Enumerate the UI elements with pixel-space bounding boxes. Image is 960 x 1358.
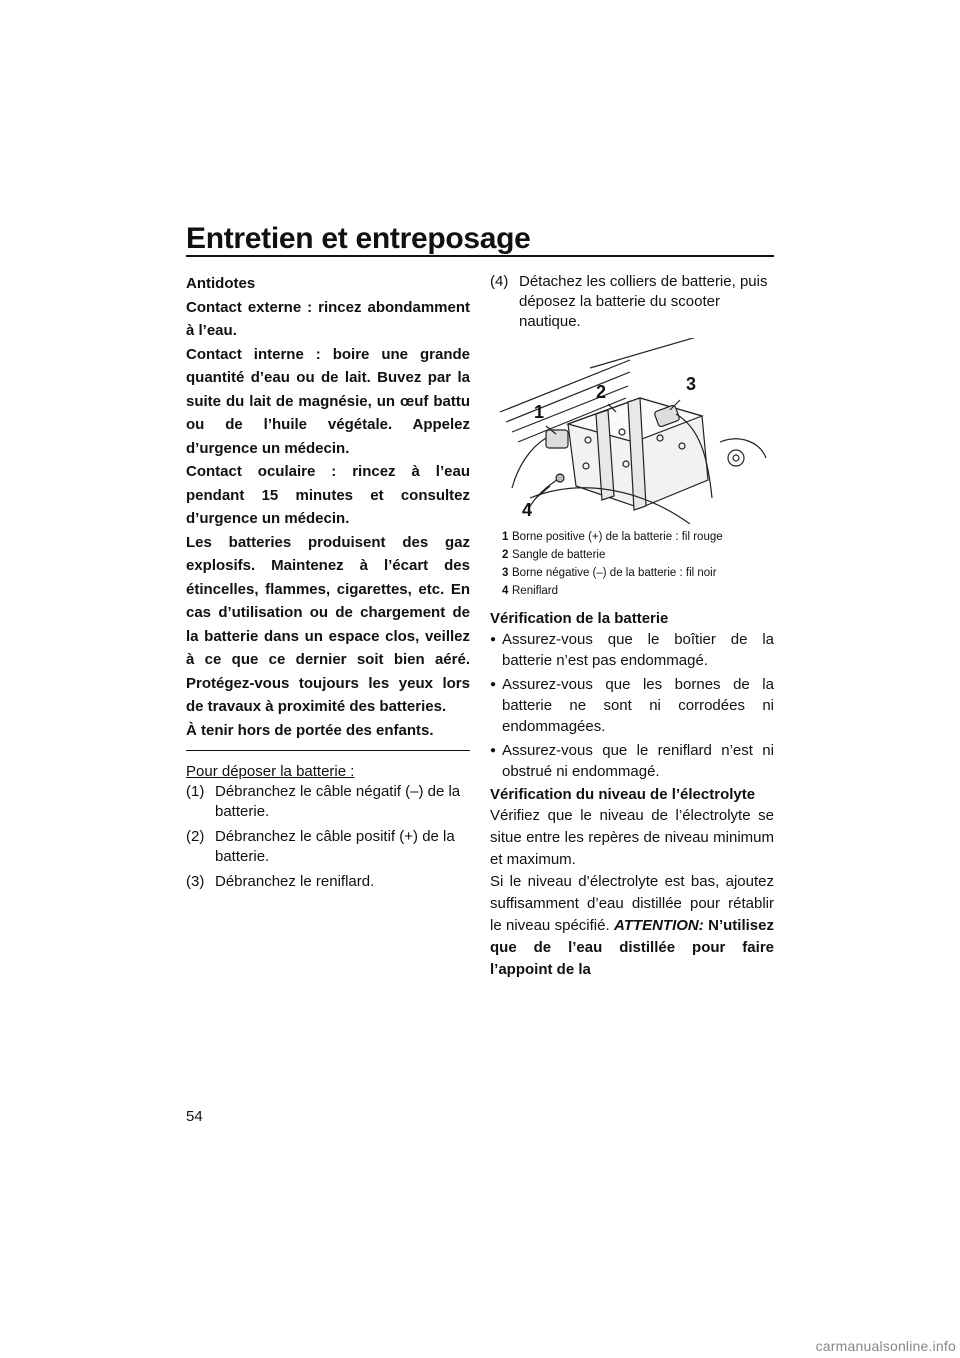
figure-legend <box>502 528 774 600</box>
legend-number: 2 <box>502 549 509 561</box>
legend-text: Reniflard <box>512 585 559 597</box>
step-number: (4) <box>490 273 509 290</box>
legend-item <box>502 528 774 546</box>
bullet-dot-icon: ● <box>490 634 497 645</box>
step-number: (2) <box>186 828 205 845</box>
legend-item <box>502 546 774 564</box>
title-rule <box>186 255 774 257</box>
check-bullet <box>490 629 774 671</box>
attention-text: N’utilisez que de l’eau distillée pour faire l’appoint de la <box>490 917 774 978</box>
legend-number: 3 <box>502 567 509 579</box>
step-number: (3) <box>186 873 205 890</box>
legend-text: Borne négative (–) de la batterie : fil noir <box>512 567 717 579</box>
legend-item <box>502 582 774 600</box>
warning-internal-contact: Contact interne : boire une grande quantité d’eau ou de lait. Buvez par la suite du lait de magnésie, un œuf battu ou de l’huile végétale. Appelez d’urgence un médecin. <box>186 345 470 457</box>
bullet-text: Assurez-vous que le boîtier de la batterie n’est pas endommagé. <box>502 631 774 669</box>
check-bullet <box>490 674 774 737</box>
page-number: 54 <box>186 1108 203 1125</box>
warning-children: À tenir hors de portée des enfants. <box>186 721 434 739</box>
callout-1: 1 <box>534 402 545 422</box>
step-number: (1) <box>186 783 205 800</box>
battery-illustration <box>490 338 774 524</box>
electrolyte-paragraph-2 <box>490 871 774 981</box>
removal-step <box>186 872 470 892</box>
left-column <box>186 272 470 897</box>
warning-block <box>186 272 470 742</box>
step-text: Débranchez le reniflard. <box>215 873 375 890</box>
right-column <box>490 272 774 981</box>
battery-check-heading: Vérification de la batterie <box>490 610 669 627</box>
warning-antidotes: Antidotes <box>186 275 256 292</box>
electrolyte-paragraph-1: Vérifiez que le niveau de l’électrolyte se situe entre les repères de niveau minimum et maximum. <box>490 807 774 868</box>
electrolyte-heading: Vérification du niveau de l’électrolyte <box>490 786 756 803</box>
removal-step <box>490 272 774 332</box>
callout-4: 4 <box>522 500 533 520</box>
page-title: Entretien et entreposage <box>186 222 531 255</box>
bullet-dot-icon: ● <box>490 679 497 690</box>
watermark: carmanualsonline.info <box>815 1338 956 1354</box>
legend-text: Borne positive (+) de la batterie : fil rouge <box>512 531 723 543</box>
warning-eye-contact: Contact oculaire : rincez à l’eau pendant 15 minutes et consultez d’urgence un médecin. <box>186 463 470 527</box>
legend-text: Sangle de batterie <box>512 549 606 561</box>
legend-number: 4 <box>502 585 509 597</box>
legend-item <box>502 564 774 582</box>
callout-3: 3 <box>686 374 697 394</box>
callout-2: 2 <box>596 382 607 402</box>
step-text: Détachez les colliers de batterie, puis déposez la batterie du scooter nautique. <box>519 273 768 330</box>
removal-heading: Pour déposer la batterie : <box>186 763 355 780</box>
bullet-text: Assurez-vous que le reniflard n’est ni obstrué ni endommagé. <box>502 742 774 780</box>
electrolyte-paragraph-2-text: Si le niveau d’électrolyte est bas, ajoutez suffisamment d’eau distillée pour rétablir le niveau spécifié. <box>490 873 774 934</box>
step-text: Débranchez le câble négatif (–) de la batterie. <box>215 783 461 820</box>
warning-rule <box>186 750 470 751</box>
attention-label: ATTENTION: <box>614 917 704 934</box>
warning-explosive-gas: Les batteries produisent des gaz explosifs. Maintenez à l’écart des étincelles, flammes, cigarettes, etc. En cas d’utilisation ou de chargement de la batterie dans un espace clos, veillez à ce que ce dernier soit bien aéré. Protégez-vous toujours les yeux lors de travaux à proximité des batteries. <box>186 533 470 715</box>
step-text: Débranchez le câble positif (+) de la batterie. <box>215 828 455 865</box>
removal-step <box>186 827 470 867</box>
bullet-dot-icon: ● <box>490 745 497 756</box>
warning-external-contact: Contact externe : rincez abondamment à l’eau. <box>186 298 470 339</box>
check-bullet <box>490 740 774 782</box>
removal-step <box>186 782 470 822</box>
legend-number: 1 <box>502 531 509 543</box>
bullet-text: Assurez-vous que les bornes de la batterie ne sont ni corrodées ni endommagées. <box>502 676 774 735</box>
battery-drawing <box>490 338 774 524</box>
